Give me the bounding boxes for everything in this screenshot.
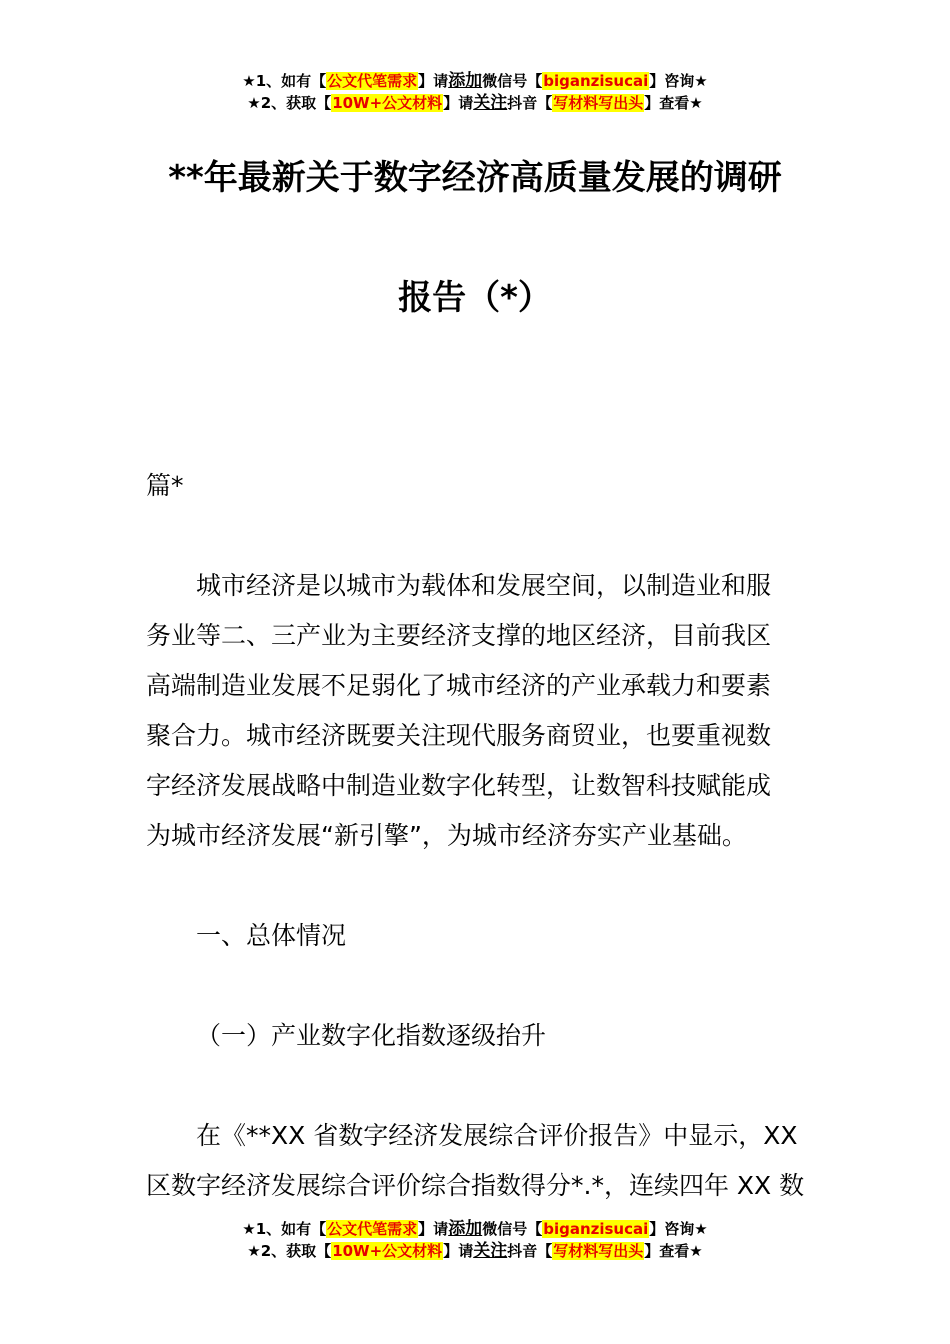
document-title-line-2: 报告（*） [398,278,552,318]
douyin-account: 写材料写出头 [553,1242,644,1260]
promo-banner-bottom [0,1218,950,1262]
promo-text: 】请 [418,1220,449,1238]
promo-emphasis: 添加 [448,71,483,91]
promo-highlight: 10W+公文材料 [332,94,443,112]
document-title-line-1: **年最新关于数字经济高质量发展的调研 [168,158,782,198]
wechat-id: biganzisucai [543,72,649,90]
subsection-heading: （一）产业数字化指数逐级抬升 [196,1021,547,1050]
paragraph-line: 城市经济是以城市为载体和发展空间，以制造业和服 [196,571,772,600]
promo-text: 抖音【 [507,94,553,112]
paragraph-line: 字经济发展战略中制造业数字化转型，让数智科技赋能成 [146,771,772,800]
promo-line-1 [0,1218,950,1240]
section-heading: 一、总体情况 [196,921,347,950]
promo-text: 】咨询★ [649,72,708,90]
promo-text: 抖音【 [507,1242,553,1260]
promo-text: 微信号【 [482,72,543,90]
promo-text: 】请 [418,72,449,90]
promo-text: ★2、获取【 [247,94,332,112]
promo-text: 微信号【 [482,1220,543,1238]
paragraph-line: 高端制造业发展不足弱化了城市经济的产业承载力和要素 [146,671,772,700]
paragraph-line: 聚合力。城市经济既要关注现代服务商贸业，也要重视数 [146,721,772,750]
wechat-id: biganzisucai [543,1220,649,1238]
promo-line-1 [0,70,950,92]
promo-highlight: 公文代笔需求 [327,72,418,90]
promo-emphasis: 关注 [473,93,508,113]
promo-text: 】查看★ [644,1242,703,1260]
promo-text: ★1、如有【 [242,72,327,90]
section-label: 篇* [146,471,184,500]
promo-emphasis: 关注 [473,1241,508,1261]
promo-text: ★1、如有【 [242,1220,327,1238]
douyin-account: 写材料写出头 [553,94,644,112]
promo-text: 】咨询★ [649,1220,708,1238]
promo-text: 】请 [443,1242,474,1260]
promo-text: 】请 [443,94,474,112]
promo-line-2 [0,92,950,114]
promo-line-2 [0,1240,950,1262]
paragraph-line: 为城市经济发展“新引擎”，为城市经济夯实产业基础。 [146,821,747,850]
paragraph-line: 务业等二、三产业为主要经济支撑的地区经济，目前我区 [146,621,772,650]
paragraph-line: 区数字经济发展综合评价综合指数得分*.*，连续四年 XX 数 [146,1171,805,1200]
promo-text: ★2、获取【 [247,1242,332,1260]
paragraph-line: 在《**XX 省数字经济发展综合评价报告》中显示，XX [196,1121,798,1150]
promo-highlight: 公文代笔需求 [327,1220,418,1238]
promo-highlight: 10W+公文材料 [332,1242,443,1260]
promo-text: 】查看★ [644,94,703,112]
promo-banner-top [0,70,950,114]
promo-emphasis: 添加 [448,1219,483,1239]
